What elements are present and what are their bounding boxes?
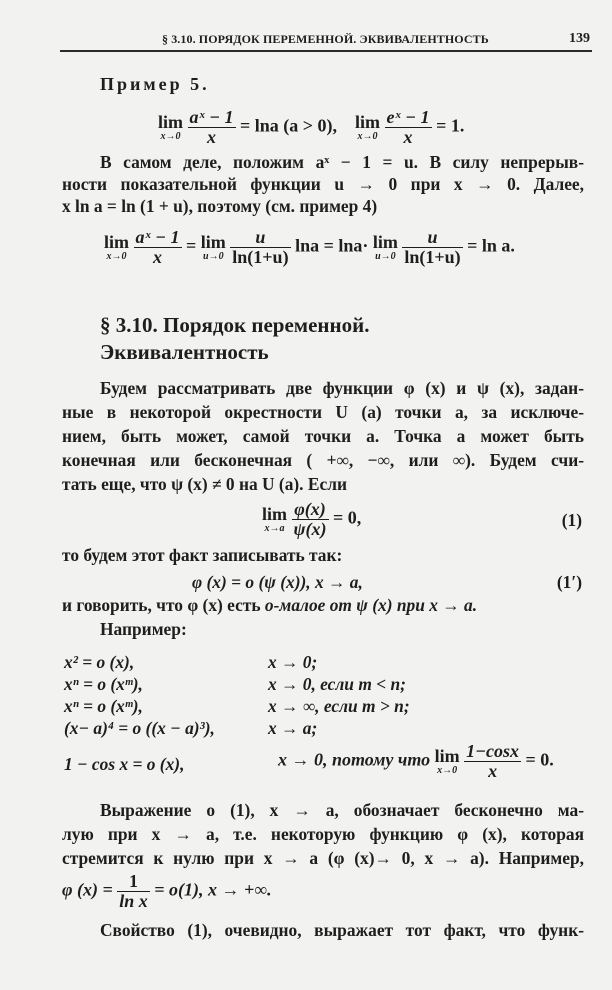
example-right: x → ∞, если m > n; bbox=[268, 696, 410, 716]
example-left: x² = o (x), bbox=[64, 652, 135, 672]
fraction: $\frac{\text{aˣ − 1}}{x}$ bbox=[135, 227, 180, 267]
example-left: xⁿ = o (xᵐ), bbox=[64, 674, 143, 694]
paragraph-line: стремится к нулю при x → a (φ (x)→ 0, x → a). Например, bbox=[62, 848, 584, 868]
example-left: (x− a)⁴ = o ((x − a)³), bbox=[64, 718, 215, 738]
limit-operator: lim x→0 bbox=[434, 745, 460, 776]
fraction: $\frac{\text{aˣ − 1}}{x}$ bbox=[189, 107, 234, 147]
equation-number: (1) bbox=[561, 510, 582, 530]
example-label: Например: bbox=[100, 619, 187, 639]
running-header bbox=[60, 30, 600, 52]
paragraph-line: Выражение o (1), x → a, обозначает бесконечно ма- bbox=[100, 800, 584, 820]
example-right: x → 0, если m < n; bbox=[268, 674, 406, 694]
limit-operator: lim x→0 bbox=[158, 111, 183, 142]
formula-example-5 bbox=[158, 108, 464, 147]
paragraph-line: Свойство (1), очевидно, выражает тот факт, что функ- bbox=[100, 920, 584, 940]
paragraph-line: ности показательной функции u → 0 при x → 0. Далее, bbox=[62, 174, 584, 194]
fraction: $\frac{u}{\ln(1+u)}$ bbox=[404, 227, 461, 267]
paragraph-line: В самом деле, положим aˣ − 1 = u. В силу непрерыв- bbox=[100, 152, 584, 172]
formula-end: = ln a. bbox=[467, 235, 515, 256]
running-title: § 3.10. ПОРЯДОК ПЕРЕМЕННОЙ. ЭКВИВАЛЕНТНОСТЬ bbox=[162, 32, 489, 46]
formula-o-small-example: φ (x) = $\frac{1}{\text{ln x}}$ = o(1), x → +∞. bbox=[62, 871, 272, 911]
paragraph-line: нием, быть может, самой точки a. Точка a может быть bbox=[62, 426, 584, 446]
paragraph-line: Будем рассматривать две функции φ (x) и ψ (x), задан- bbox=[100, 378, 584, 398]
fraction: $\frac{u}{\ln(1+u)}$ bbox=[232, 227, 289, 267]
paragraph-line: x ln a = ln (1 + u), поэтому (см. пример 4) bbox=[62, 196, 378, 216]
formula-limit-chain bbox=[104, 228, 515, 267]
paragraph-line: лую при x → a, т.е. некоторую функцию φ (x), которая bbox=[62, 824, 584, 844]
example-left: xⁿ = o (xᵐ), bbox=[64, 696, 143, 716]
paragraph-line: и говорить, что φ (x) есть o-малое от ψ (x) при x → a. bbox=[62, 595, 478, 615]
section-heading: Эквивалентность bbox=[100, 340, 269, 364]
fraction: $\frac{1}{\text{ln x}}$ bbox=[119, 871, 148, 911]
example-right: x → 0, потому что bbox=[278, 749, 431, 770]
example-title: Пример 5. bbox=[100, 74, 210, 94]
formula-rhs: = lna (a > 0), bbox=[240, 115, 338, 136]
formula-rhs: = 1. bbox=[436, 115, 465, 136]
paragraph-line: ные в некоторой окрестности U (a) точки a, за исключе- bbox=[62, 402, 584, 422]
paragraph-line: тать еще, что ψ (x) ≠ 0 на U (a). Если bbox=[62, 474, 347, 494]
fraction: $\frac{\varphi(x)}{\psi(x)}$ bbox=[293, 499, 327, 539]
page-number: 139 bbox=[569, 31, 590, 46]
limit-operator: lim x→0 bbox=[355, 111, 381, 142]
limit-operator: lim x→a bbox=[262, 503, 287, 534]
formula-rhs: = 0, bbox=[333, 507, 362, 528]
limit-operator: lim u→0 bbox=[372, 231, 398, 262]
equals-sign: = bbox=[186, 235, 197, 256]
section-heading: § 3.10. Порядок переменной. bbox=[100, 313, 370, 337]
paragraph-line: конечная или бесконечная ( +∞, −∞, или ∞). Будем счи- bbox=[62, 450, 584, 470]
example-left: 1 − cos x = o (x), bbox=[64, 754, 185, 774]
header-rule bbox=[60, 50, 592, 52]
fraction: $\frac{\text{eˣ − 1}}{x}$ bbox=[386, 107, 430, 147]
limit-operator: lim x→0 bbox=[104, 231, 129, 262]
equation-1 bbox=[262, 500, 361, 539]
fraction: $\frac{1-\cos x}{x}$ bbox=[466, 741, 520, 781]
paragraph-line: то будем этот факт записывать так: bbox=[62, 545, 343, 565]
limit-operator: lim u→0 bbox=[200, 231, 226, 262]
definition-term: o-малое от ψ (x) при x → a. bbox=[264, 595, 478, 615]
example-right: x → 0; bbox=[268, 652, 318, 672]
formula-end: = 0. bbox=[525, 749, 554, 770]
equation-number: (1′) bbox=[556, 572, 582, 592]
formula-middle: lna = lna· bbox=[295, 235, 369, 256]
equation-1-prime: φ (x) = o (ψ (x)), x → a, bbox=[192, 572, 363, 592]
example-limit-cos bbox=[278, 742, 554, 781]
example-right: x → a; bbox=[268, 718, 318, 738]
